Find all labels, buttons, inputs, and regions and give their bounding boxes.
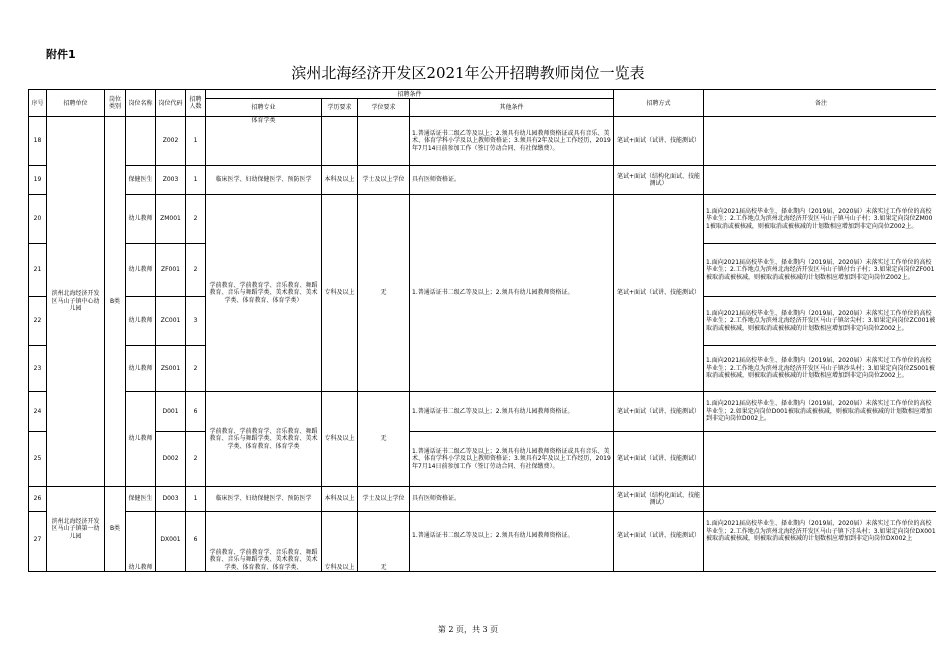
cell-major: 学前教育、学前教育学、音乐教育、舞蹈教育、音乐与舞蹈学类、美术教育、美术学类、体育教育、体育学类）	[206, 195, 322, 392]
cell-remark	[704, 166, 936, 195]
cell-degree: 无	[358, 195, 410, 392]
cell-major: 临床医学、妇幼保健医学、预防医学	[206, 166, 322, 195]
attachment-label: 附件1	[46, 48, 76, 61]
cell-education: 专科及以上	[322, 512, 358, 572]
header-conditions: 招聘条件	[206, 90, 614, 99]
cell-degree: 学士及以上学位	[358, 166, 410, 195]
cell-seq: 19	[29, 166, 47, 195]
cell-major: 学前教育、学前教育学、音乐教育、舞蹈教育、音乐与舞蹈学类、美术教育、美术学类、体育教育、体育学类、	[206, 512, 322, 572]
header-seq: 序号	[29, 90, 47, 117]
cell-degree: 无	[358, 512, 410, 572]
cell-seq: 25	[29, 432, 47, 487]
header-post-name: 岗位名称	[126, 90, 156, 117]
cell-education: 专科及以上	[322, 392, 358, 487]
cell-post-code: D002	[156, 432, 186, 487]
header-row	[29, 90, 936, 99]
table-row	[29, 166, 936, 195]
cell-seq: 27	[29, 512, 47, 572]
table-row	[29, 392, 936, 432]
cell-category: B类	[105, 487, 126, 572]
cell-method: 笔试+面试（试讲、技能测试）	[614, 432, 704, 487]
cell-education: 本科及以上	[322, 487, 358, 512]
cell-count: 6	[186, 392, 206, 432]
cell-method: 笔试+面试（结构化面试、技能测试）	[614, 166, 704, 195]
cell-remark	[704, 487, 936, 512]
cell-method: 笔试+面试（试讲、技能测试）	[614, 117, 704, 166]
cell-degree: 无	[358, 392, 410, 487]
cell-post-code: Z003	[156, 166, 186, 195]
cell-education: 专科及以上	[322, 195, 358, 392]
cell-seq: 26	[29, 487, 47, 512]
cell-seq: 21	[29, 244, 47, 297]
cell-count: 2	[186, 432, 206, 487]
cell-post-name: 幼儿教师	[126, 392, 156, 487]
cell-seq: 22	[29, 297, 47, 346]
header-degree: 学位要求	[358, 99, 410, 117]
table-row	[29, 195, 936, 244]
cell-count: 2	[186, 346, 206, 392]
cell-post-code: Z002	[156, 117, 186, 166]
cell-count: 1	[186, 487, 206, 512]
cell-remark: 1.面向2021届高校毕业生、择业期内（2019届、2020届）未落实过工作单位的高校毕业生；2.工作地点为滨州北海经济开发区马山子镇沙头村；3.如果定向岗位ZS001被取消或被核减，则被取消或被核减的计划数相应增加到非定向岗位Z002上。	[704, 346, 936, 392]
cell-major: 学前教育、学前教育学、音乐教育、舞蹈教育、音乐与舞蹈学类、美术教育、美术学类、体育教育、体育学类	[206, 392, 322, 487]
cell-remark: 1.面向2021届高校毕业生、择业期内（2019届、2020届）未落实过工作单位的高校毕业生；2.工作地点为滨州北海经济开发区马山子镇下洼头村；3.如果定向岗位DX001被取消或被核减，则被取消或被核减的计划数相应增加到非定向岗位DX002上	[704, 512, 936, 572]
cell-count: 1	[186, 117, 206, 166]
cell-other: 1.普通话证书二级乙等及以上；2.须具有幼儿园教师资格证或具有音乐、美术、体育学科小学及以上教师资格证；3.须具有2年及以上工作经历，2019年7月14日前参加工作（签订劳动合同、有社保缴费）。	[410, 117, 614, 166]
cell-other: 1.普通话证书二级乙等及以上；2.须具有幼儿园教师资格证或具有音乐、美术、体育学科小学及以上教师资格证；3.须具有2年及以上工作经历，2019年7月14日前参加工作（签订劳动合同、有社保缴费）。	[410, 432, 614, 487]
cell-major: 临床医学、妇幼保健医学、预防医学	[206, 487, 322, 512]
cell-education	[322, 117, 358, 166]
cell-post-name: 幼儿教师	[126, 346, 156, 392]
cell-post-code: ZM001	[156, 195, 186, 244]
header-major: 招聘专业	[206, 99, 322, 117]
cell-seq: 24	[29, 392, 47, 432]
header-education: 学历要求	[322, 99, 358, 117]
cell-remark: 1.面向2021届高校毕业生、择业期内（2019届、2020届）未落实过工作单位的高校毕业生；2.如果定向岗位D001被取消或被核减，则被取消或被核减的计划数相应增加到非定向岗位D002上。	[704, 392, 936, 432]
cell-post-name: 保健医生	[126, 487, 156, 512]
cell-count: 2	[186, 195, 206, 244]
cell-count: 2	[186, 244, 206, 297]
cell-other: 具有医师资格证。	[410, 166, 614, 195]
cell-education: 本科及以上	[322, 166, 358, 195]
cell-post-code: ZS001	[156, 346, 186, 392]
cell-method: 笔试+面试（结构化面试、技能测试）	[614, 487, 704, 512]
cell-post-name: 保健医生	[126, 166, 156, 195]
table-row	[29, 487, 936, 512]
header-remarks: 备注	[704, 90, 936, 117]
header-other: 其他条件	[410, 99, 614, 117]
cell-post-code: DX001	[156, 512, 186, 572]
cell-post-name: 幼儿教师	[126, 195, 156, 244]
cell-major: 体育学类	[206, 117, 322, 166]
cell-post-code: ZF001	[156, 244, 186, 297]
cell-count: 1	[186, 166, 206, 195]
cell-post-name	[126, 117, 156, 166]
page-title: 滨州北海经济开发区2021年公开招聘教师岗位一览表	[291, 64, 645, 82]
cell-seq: 18	[29, 117, 47, 166]
page-bottom-margin	[0, 579, 936, 662]
cell-post-name: 幼儿教师	[126, 244, 156, 297]
cell-other: 具有医师资格证。	[410, 487, 614, 512]
cell-remark: 1.面向2021届高校毕业生、择业期内（2019届、2020届）未落实过工作单位的高校毕业生；2.工作地点为滨州北海经济开发区马山子镇付台子村；3.如果定向岗位ZF001被取消或被核减，则被取消或被核减的计划数相应增加到非定向岗位Z002上。	[704, 244, 936, 297]
cell-count: 3	[186, 297, 206, 346]
header-unit: 招聘单位	[47, 90, 105, 117]
recruitment-table	[28, 89, 936, 572]
table-row	[29, 512, 936, 572]
cell-post-code: ZC001	[156, 297, 186, 346]
cell-post-code: D001	[156, 392, 186, 432]
cell-remark: 1.面向2021届高校毕业生、择业期内（2019届、2020届）未落实过工作单位的高校毕业生；2.工作地点为滨州北海经济开发区马山子镇马山子村；3.如果定向岗位ZM001被取消或被核减，则被取消或被核减的计划数相应增加到非定向岗位Z002上。	[704, 195, 936, 244]
page-footer: 第 2 页，共 3 页	[437, 625, 499, 634]
table-row	[29, 432, 936, 487]
header-post-code: 岗位代码	[156, 90, 186, 117]
cell-seq: 23	[29, 346, 47, 392]
cell-unit: 滨州北海经济开发区马山子镇中心幼儿园	[47, 117, 105, 487]
cell-degree	[358, 117, 410, 166]
cell-category: B类	[105, 117, 126, 487]
header-method: 招聘方式	[614, 90, 704, 117]
cell-degree: 学士及以上学位	[358, 487, 410, 512]
cell-method: 笔试+面试（试讲、技能测试）	[614, 195, 704, 392]
cell-seq: 20	[29, 195, 47, 244]
cell-count: 6	[186, 512, 206, 572]
header-count: 招聘人数	[186, 90, 206, 117]
cell-method: 笔试+面试（试讲、技能测试）	[614, 392, 704, 432]
cell-post-name: 幼儿教师	[126, 297, 156, 346]
cell-other: 1.普通话证书二级乙等及以上；2.须具有幼儿园教师资格证。	[410, 512, 614, 572]
cell-remark	[704, 117, 936, 166]
cell-post-code: D003	[156, 487, 186, 512]
cell-remark: 1.面向2021届高校毕业生、择业期内（2019届、2020届）未落实过工作单位的高校毕业生；2.工作地点为滨州北海经济开发区马山子镇岔尖村；3.如果定向岗位ZC001被取消或被核减，则被取消或被核减的计划数相应增加到非定向岗位Z002上。	[704, 297, 936, 346]
cell-unit: 滨州北海经济开发区马山子镇第一幼儿园	[47, 487, 105, 572]
cell-post-name: 幼儿教师	[126, 512, 156, 572]
header-category: 岗位类别	[105, 90, 126, 117]
cell-remark	[704, 432, 936, 487]
cell-method: 笔试+面试（试讲、技能测试）	[614, 512, 704, 572]
cell-other: 1.普通话证书二级乙等及以上；2.须具有幼儿园教师资格证。	[410, 392, 614, 432]
cell-other: 1.普通话证书二级乙等及以上；2.须具有幼儿园教师资格证。	[410, 195, 614, 392]
table-row	[29, 117, 936, 166]
